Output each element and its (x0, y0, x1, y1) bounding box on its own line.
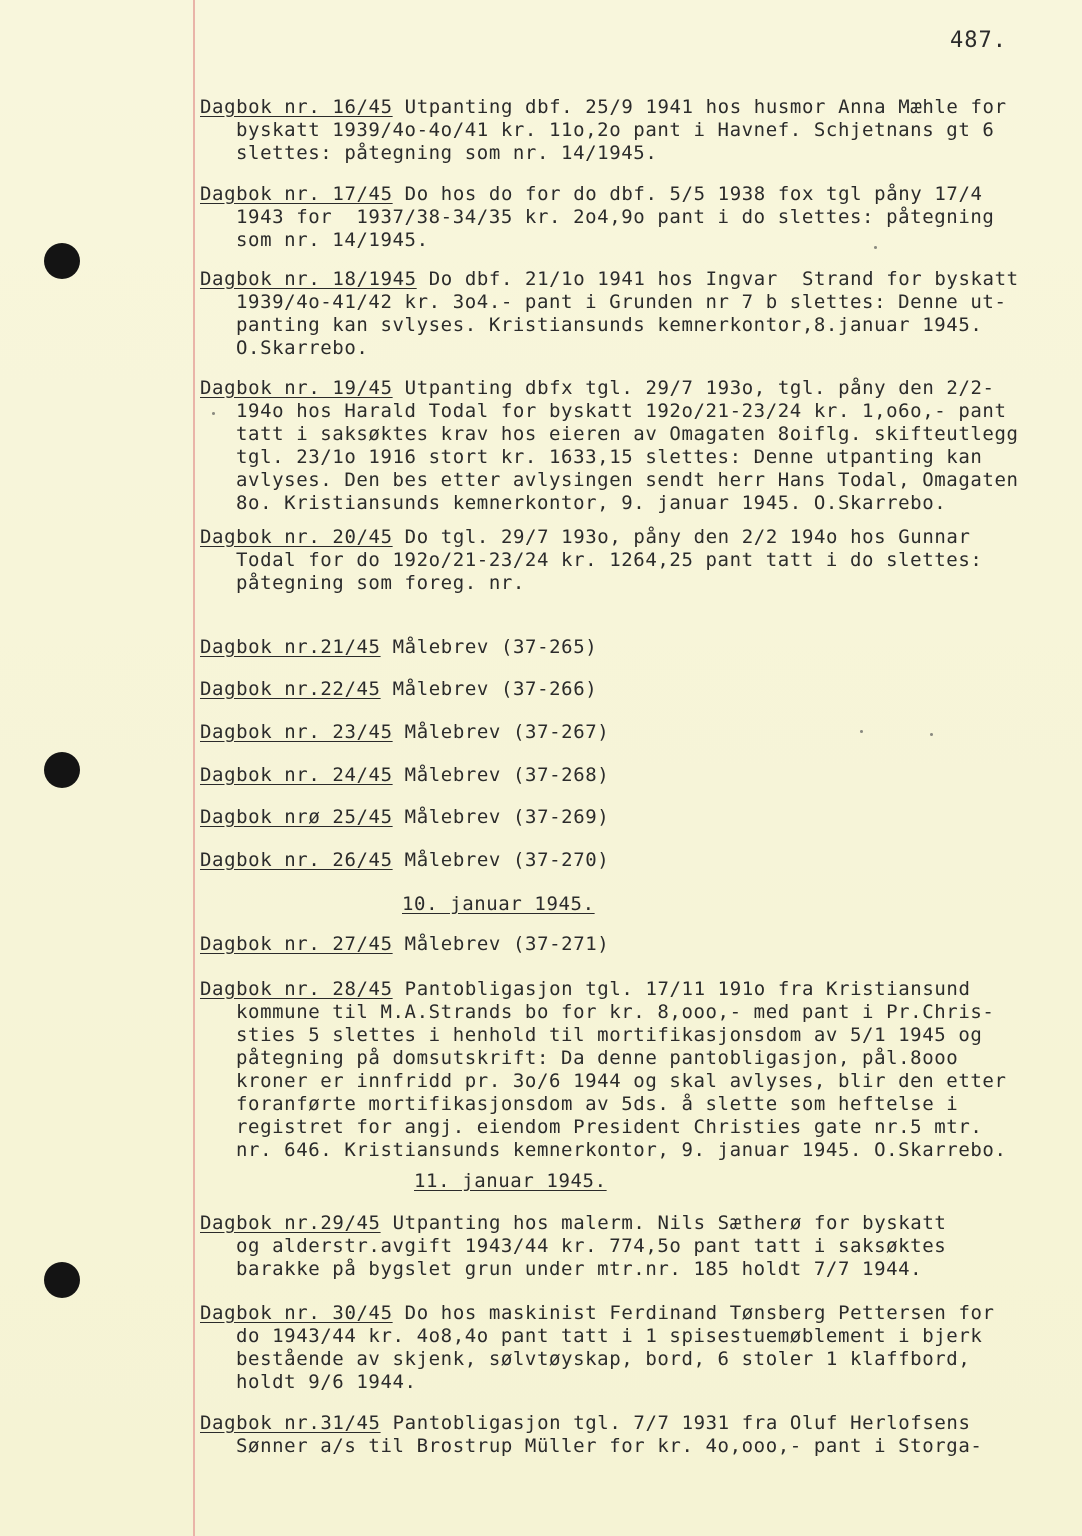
entry-text: tgl. 23/1o 1916 stort kr. 1633,15 slettes: Denne utpanting kan (236, 446, 983, 468)
entry-label: Dagbok nr. 24/45 (200, 764, 393, 786)
entry-text: Målebrev (37-265) (380, 636, 598, 658)
entry-text: Do hos do for do dbf. 5/5 1938 fox tgl påny 17/4 (392, 183, 983, 205)
entry-label: Dagbok nr.21/45 (200, 636, 381, 658)
entry-text: Målebrev (37-269) (392, 806, 610, 828)
entry-text: 1939/4o-41/42 kr. 3o4.- pant i Grunden nr 7 b slettes: Denne ut- (236, 291, 1007, 313)
entry-text: 194o hos Harald Todal for byskatt 192o/21-23/24 kr. 1,o6o,- pant (236, 400, 1007, 422)
paper-speck (212, 412, 215, 415)
entry-text: Utpanting dbf. 25/9 1941 hos husmor Anna Mæhle for (392, 96, 1007, 118)
punch-hole (44, 752, 80, 788)
entry-text: påtegning på domsutskrift: Da denne pantobligasjon, pål.8ooo (236, 1047, 959, 1069)
entry-text: sties 5 slettes i henhold til mortifikasjonsdom av 5/1 1945 og (236, 1024, 983, 1046)
ledger-entry (200, 268, 1070, 360)
entry-text: byskatt 1939/4o-4o/41 kr. 11o,2o pant i Havnef. Schjetnans gt 6 (236, 119, 995, 141)
ledger-entry (200, 806, 1070, 829)
punch-hole (44, 243, 80, 279)
ledger-entry (200, 96, 1070, 165)
ledger-entry (200, 933, 1070, 956)
entry-label: Dagbok nrø 25/45 (200, 806, 393, 828)
entry-label: Dagbok nr. 30/45 (200, 1302, 393, 1324)
ledger-entry (200, 678, 1070, 701)
entry-text: Pantobligasjon tgl. 7/7 1931 fra Oluf Herlofsens (380, 1412, 971, 1434)
ledger-entry (200, 849, 1070, 872)
entry-text: Pantobligasjon tgl. 17/11 191o fra Kristiansund (392, 978, 971, 1000)
entry-text: Målebrev (37-268) (392, 764, 610, 786)
entry-text: Målebrev (37-270) (392, 849, 610, 871)
ledger-entry (200, 526, 1070, 595)
ledger-entry (200, 764, 1070, 787)
entry-label: Dagbok nr.29/45 (200, 1212, 381, 1234)
entry-text: 8o. Kristiansunds kemnerkontor, 9. januar 1945. O.Skarrebo. (236, 492, 947, 514)
entry-text: 1943 for 1937/38-34/35 kr. 2o4,9o pant i do slettes: påtegning (236, 206, 995, 228)
entry-label: Dagbok nr. 19/45 (200, 377, 393, 399)
entry-text: Utpanting dbfx tgl. 29/7 193o, tgl. påny den 2/2- (392, 377, 995, 399)
ledger-entry (200, 978, 1070, 1162)
entry-label: Dagbok nr. 18/1945 (200, 268, 417, 290)
entry-text: Utpanting hos malerm. Nils Sætherø for byskatt (380, 1212, 947, 1234)
entry-label: Dagbok nr. 23/45 (200, 721, 393, 743)
entry-label: Dagbok nr. 16/45 (200, 96, 393, 118)
punch-hole (44, 1262, 80, 1298)
margin-line (193, 0, 195, 1536)
date-heading: 11. januar 1945. (414, 1170, 607, 1192)
entry-text: registret for angj. eiendom President Christies gate nr.5 mtr. (236, 1116, 983, 1138)
entry-label: Dagbok nr. 28/45 (200, 978, 393, 1000)
entry-text: Sønner a/s til Brostrup Müller for kr. 4o,ooo,- pant i Storga- (236, 1435, 983, 1457)
page-number: 487. (950, 28, 1007, 53)
entry-label: Dagbok nr. 27/45 (200, 933, 393, 955)
entry-label: Dagbok nr.31/45 (200, 1412, 381, 1434)
entry-text: påtegning som foreg. nr. (236, 572, 525, 594)
paper-speck (930, 733, 933, 736)
entry-text: bestående av skjenk, sølvtøyskap, bord, 6 stoler 1 klaffbord, (236, 1348, 971, 1370)
ledger-entry (200, 721, 1070, 744)
paper-speck (860, 730, 863, 733)
paper-speck (874, 246, 877, 249)
entry-text: kommune til M.A.Strands bo for kr. 8,ooo,- med pant i Pr.Chris- (236, 1001, 995, 1023)
entry-text: som nr. 14/1945. (236, 229, 429, 251)
entry-text: holdt 9/6 1944. (236, 1371, 417, 1393)
entry-text: tatt i saksøktes krav hos eieren av Omagaten 8oiflg. skifteutlegg (236, 423, 1019, 445)
entry-text: Målebrev (37-267) (392, 721, 610, 743)
ledger-entry (200, 377, 1070, 515)
entry-text: Målebrev (37-266) (380, 678, 598, 700)
entry-text: foranførte mortifikasjonsdom av 5ds. å slette som heftelse i (236, 1093, 959, 1115)
ledger-entry (200, 1412, 1070, 1458)
entry-text: nr. 646. Kristiansunds kemnerkontor, 9. januar 1945. O.Skarrebo. (236, 1139, 1007, 1161)
entry-label: Dagbok nr. 17/45 (200, 183, 393, 205)
ledger-entry (200, 1212, 1070, 1281)
entry-text: slettes: påtegning som nr. 14/1945. (236, 142, 658, 164)
entry-text: do 1943/44 kr. 4o8,4o pant tatt i 1 spisestuemøblement i bjerk (236, 1325, 983, 1347)
ledger-entry (200, 1302, 1070, 1394)
entry-text: Do dbf. 21/1o 1941 hos Ingvar Strand for byskatt (416, 268, 1019, 290)
entry-text: og alderstr.avgift 1943/44 kr. 774,5o pant tatt i saksøktes (236, 1235, 947, 1257)
entry-text: Do hos maskinist Ferdinand Tønsberg Pettersen for (392, 1302, 995, 1324)
entry-text: panting kan svlyses. Kristiansunds kemnerkontor,8.januar 1945. (236, 314, 983, 336)
entry-text: avlyses. Den bes etter avlysingen sendt herr Hans Todal, Omagaten (236, 469, 1019, 491)
entry-text: Målebrev (37-271) (392, 933, 610, 955)
entry-text: barakke på bygslet grun under mtr.nr. 185 holdt 7/7 1944. (236, 1258, 923, 1280)
entry-text: kroner er innfridd pr. 3o/6 1944 og skal avlyses, blir den etter (236, 1070, 1007, 1092)
entry-label: Dagbok nr.22/45 (200, 678, 381, 700)
entry-text: Do tgl. 29/7 193o, påny den 2/2 194o hos Gunnar (392, 526, 971, 548)
date-heading: 10. januar 1945. (402, 893, 595, 915)
entry-label: Dagbok nr. 20/45 (200, 526, 393, 548)
ledger-entry (200, 183, 1070, 252)
entry-text: O.Skarrebo. (236, 337, 369, 359)
ledger-entry (200, 636, 1070, 659)
entry-label: Dagbok nr. 26/45 (200, 849, 393, 871)
entry-text: Todal for do 192o/21-23/24 kr. 1264,25 pant tatt i do slettes: (236, 549, 983, 571)
